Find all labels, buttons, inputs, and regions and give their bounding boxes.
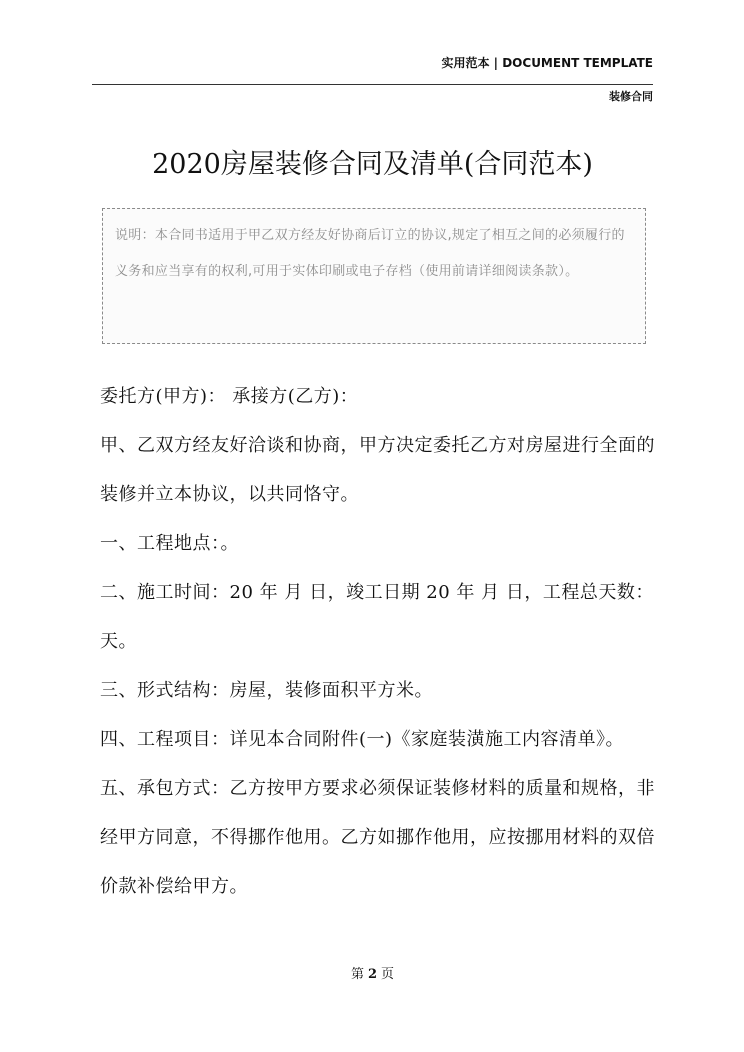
clause-structure: 三、形式结构：房屋，装修面积平方米。 <box>100 680 433 701</box>
description-note: 说明：本合同书适用于甲乙双方经友好协商后订立的协议,规定了相互之间的必须履行的义务和应当享有的权利,可用于实体印刷或电子存档（使用前请详细阅读条款）。 <box>102 208 646 344</box>
clause-project: 四、工程项目：详见本合同附件(一)《家庭装潢施工内容清单》。 <box>100 729 625 750</box>
clause-contracting: 五、承包方式：乙方按甲方要求必须保证装修材料的质量和规格，非经甲方同意，不得挪作他用。乙方如挪作他用，应按挪用材料的双倍价款补偿给甲方。 <box>100 778 655 897</box>
clause-schedule: 二、施工时间：20 年 月 日，竣工日期 20 年 月 日，工程总天数：天。 <box>100 582 654 652</box>
footer-prefix: 第 <box>350 967 364 982</box>
footer-suffix: 页 <box>381 967 395 982</box>
contract-body <box>100 372 656 911</box>
page-footer <box>92 963 653 982</box>
clause-location: 一、工程地点：。 <box>100 533 239 554</box>
page-number: 2 <box>367 967 378 982</box>
header-category: 装修合同 <box>609 90 653 103</box>
intro-paragraph: 甲、乙双方经友好洽谈和协商，甲方决定委托乙方对房屋进行全面的装修并立本协议，以共同恪守。 <box>100 435 655 505</box>
parties-line: 委托方(甲方)： 承接方(乙方)： <box>100 386 359 407</box>
document-title: 2020房屋装修合同及清单(合同范本) <box>152 149 593 180</box>
header-brand: 实用范本 | DOCUMENT TEMPLATE <box>441 56 653 70</box>
header-divider <box>92 84 653 85</box>
